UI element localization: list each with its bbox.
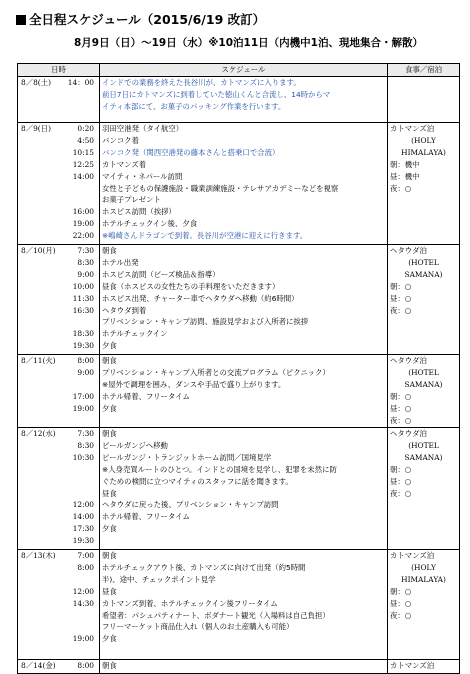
time-entry: 17:00: [72, 391, 94, 401]
time-entry: [20, 379, 97, 391]
time-entry: 12:00: [72, 500, 94, 510]
schedule-line: 夕食: [102, 634, 117, 644]
day-datetime-cell: [18, 77, 100, 123]
schedule-line: ホテル帰着、フリータイム: [102, 512, 190, 522]
day-date: 8／11(火): [21, 356, 56, 365]
time-entry: 11:30: [72, 293, 94, 303]
day-row: [18, 77, 460, 123]
schedule-line: バンコク発（関西空港発の藤本さんと搭乗口で合流）: [102, 147, 280, 157]
meal-line: 昼：○: [390, 598, 412, 608]
day-date: 8／9(日): [21, 124, 51, 133]
schedule-line: ヘタウダに戻った後、プリベンション・キャンプ訪問: [102, 500, 279, 510]
day-schedule-cell: [100, 245, 388, 355]
day-date: 8／14(金): [21, 661, 56, 670]
schedule-line: ホテルチェックアウト後、カトマンズに向けて出発（約5時間: [102, 562, 306, 572]
hotel-name: SAMANA): [404, 452, 443, 462]
time-entry: 14:00: [72, 171, 94, 181]
day-schedule-cell: [100, 660, 388, 674]
time-entry: 4:50: [77, 135, 94, 145]
time-entry: 8:00: [77, 356, 94, 365]
hotel-name: (HOTEL: [408, 367, 439, 377]
time-entry: 17:30: [72, 524, 94, 534]
meal-line: 朝：○: [390, 464, 412, 474]
time-entry: 0:20: [77, 124, 94, 133]
schedule-line: ホテルチェックイン後、夕食: [102, 219, 198, 229]
hotel-name: HIMALAYA): [401, 147, 446, 157]
day-row: [18, 550, 460, 660]
day-datetime-cell: [18, 660, 100, 674]
time-entry: [20, 464, 97, 476]
schedule-line: イティ本部にて、お菓子のパッキング作業を行います。: [102, 101, 286, 111]
schedule-table: [17, 63, 460, 674]
schedule-line: フリーマーケット商品仕入れ（個人のお土産購入も可能）: [102, 622, 294, 632]
schedule-line: ヘタウダ到着: [102, 305, 147, 315]
time-entry: 19:00: [72, 403, 94, 413]
time-entry: 10:30: [72, 452, 94, 462]
time-entry: 18:30: [72, 329, 94, 339]
time-entry: 14：00: [67, 78, 94, 87]
schedule-line: ぐための検問に立つマイティのスタッフに話を聞きます。: [102, 476, 293, 486]
schedule-line: ホスピス訪問（挨拶）: [102, 207, 176, 217]
schedule-line: プリベンション・キャンプ入所者との交流プログラム（ピクニック）: [102, 367, 330, 377]
schedule-line: プリベンション・キャンプ訪問、施設見学および入所者に挨拶: [102, 317, 309, 327]
time-entry: 12:25: [72, 159, 94, 169]
time-entry: 7:30: [77, 429, 94, 438]
time-entry: 19:00: [72, 634, 94, 644]
meal-line: 夜：○: [390, 415, 412, 425]
day-meals-cell: [388, 660, 460, 674]
time-entry: [20, 183, 97, 195]
day-row: [18, 428, 460, 550]
hotel-name: SAMANA): [404, 269, 443, 279]
schedule-line: 朝食: [102, 429, 117, 438]
schedule-line: 昼食: [102, 586, 117, 596]
header-schedule: スケジュール: [100, 64, 388, 77]
lodging-place: カトマンズ泊: [390, 124, 435, 133]
time-entry: 19:30: [72, 536, 94, 546]
day-meals-cell: [388, 550, 460, 660]
day-schedule-cell: [100, 428, 388, 550]
time-entry: 10:00: [72, 281, 94, 291]
hotel-name: (HOTEL: [408, 257, 439, 267]
hotel-name: (HOLY: [411, 562, 436, 572]
meal-line: 朝：○: [390, 281, 412, 291]
document-subtitle: 8月9日（日）～19日（水）※10泊11日（内機中1泊、現地集合・解散）: [74, 37, 423, 49]
schedule-line: 女性と子どもの保護施設・職業訓練施設・テレサアカデミーなどを視察: [102, 183, 339, 193]
time-entry: 9:00: [77, 269, 94, 279]
time-entry: 16:00: [72, 207, 94, 217]
header-datetime: 日時: [18, 64, 100, 77]
day-datetime-cell: [18, 245, 100, 355]
schedule-line: 昼食: [102, 488, 117, 498]
day-row: [18, 245, 460, 355]
time-entry: 8:30: [77, 440, 94, 450]
meal-line: 昼：○: [390, 476, 412, 486]
hotel-name: SAMANA): [404, 379, 443, 389]
day-date: 8／8(土): [21, 78, 51, 87]
schedule-line: バンコク着: [102, 135, 139, 145]
meal-line: 夜：○: [390, 305, 412, 315]
time-entry: 19:30: [72, 341, 94, 351]
schedule-line: 夕食: [102, 524, 117, 534]
schedule-line: お菓子プレゼント: [102, 195, 161, 205]
day-datetime-cell: [18, 123, 100, 245]
schedule-line: 羽田空港発（タイ航空）: [102, 124, 184, 133]
day-schedule-cell: [100, 550, 388, 660]
meal-line: 朝：○: [390, 391, 412, 401]
document-title: [16, 10, 265, 28]
time-entry: 10:15: [72, 147, 94, 157]
meal-line: 昼：○: [390, 403, 412, 413]
lodging-place: カトマンズ泊: [390, 551, 435, 560]
time-entry: 14:30: [72, 598, 94, 608]
time-entry: 8:30: [77, 257, 94, 267]
time-entry: [20, 488, 97, 500]
schedule-line: 夕食: [102, 341, 117, 351]
day-datetime-cell: [18, 428, 100, 550]
time-entry: 22:00: [72, 231, 94, 241]
lodging-place: ヘタウダ泊: [390, 356, 427, 365]
day-date: 8／10(月): [21, 246, 56, 255]
time-entry: [20, 194, 97, 206]
schedule-line: ホスピス出発、チャーター車でヘタウダへ移動（約6時間）: [102, 293, 299, 303]
time-entry: 16:30: [72, 305, 94, 315]
schedule-line: 半)、途中、チェックポイント見学: [102, 574, 216, 584]
day-date: 8／13(木): [21, 551, 56, 560]
day-meals-cell: [388, 355, 460, 428]
time-entry: 14:00: [72, 512, 94, 522]
schedule-line: ビールガンジへ移動: [102, 440, 168, 450]
day-meals-cell: [388, 245, 460, 355]
time-entry: [20, 101, 97, 113]
schedule-line: ※屋外で調理を囲み、ダンスや手品で盛り上がります。: [102, 379, 286, 389]
time-entry: [20, 476, 97, 488]
schedule-line: 朝食: [102, 551, 117, 560]
schedule-line: ビールガンジ・トランジットホーム訪問／国境見学: [102, 452, 272, 462]
schedule-line: カトマンズ着: [102, 159, 147, 169]
day-schedule-cell: [100, 123, 388, 245]
meal-line: 夜：○: [390, 488, 412, 498]
day-schedule-cell: [100, 77, 388, 123]
meal-line: 夜：○: [390, 610, 412, 620]
meal-line: 夜：○: [390, 183, 412, 193]
schedule-line: ホスピス訪問（ビーズ検品＆指導）: [102, 269, 220, 279]
time-entry: 8:00: [77, 562, 94, 572]
meal-line: 昼：機中: [390, 171, 420, 181]
schedule-line: 希望者：パシュパティナート、ボダナート観光（入場料は自己負担）: [102, 610, 330, 620]
time-entry: [20, 89, 97, 101]
schedule-line: 前日7日にカトマンズに到着していた徳山くんと合流し、14時からマ: [102, 89, 331, 99]
schedule-line: 朝食: [102, 246, 117, 255]
lodging-place: ヘタウダ泊: [390, 429, 427, 438]
schedule-line: ※嶋崎さんドラゴンで到着。長谷川が空港に迎えに行きます。: [102, 231, 308, 241]
day-row: [18, 660, 460, 674]
time-entry: [20, 610, 97, 622]
meal-line: 朝：○: [390, 586, 412, 596]
schedule-line: ホテル帰着、フリータイム: [102, 391, 190, 401]
schedule-body: [18, 77, 460, 674]
hotel-name: HIMALAYA): [401, 574, 446, 584]
meal-line: 朝：機中: [390, 159, 420, 169]
day-datetime-cell: [18, 550, 100, 660]
schedule-line: 朝食: [102, 356, 117, 365]
schedule-line: インドでの業務を終えた長谷川が、カトマンズに入ります。: [102, 78, 301, 87]
square-bullet-icon: [16, 15, 26, 25]
document-title-text: 全日程スケジュール（2015/6/19 改訂）: [29, 12, 266, 27]
time-entry: [20, 574, 97, 586]
schedule-line: 朝食: [102, 661, 117, 670]
schedule-line: 昼食（ホスピスの女性たちの手料理をいただきます）: [102, 281, 280, 291]
day-schedule-cell: [100, 355, 388, 428]
schedule-line: ※人身売買ルートのひとつ。インドとの国境を見学し、犯罪を未然に防: [102, 464, 337, 474]
table-header-row: [18, 64, 460, 77]
meal-line: 昼：○: [390, 293, 412, 303]
day-row: [18, 355, 460, 428]
lodging-place: カトマンズ泊: [390, 661, 435, 670]
day-row: [18, 123, 460, 245]
day-date: 8／12(水): [21, 429, 56, 438]
day-meals-cell: [388, 77, 460, 123]
time-entry: [20, 316, 97, 328]
hotel-name: (HOTEL: [408, 440, 439, 450]
hotel-name: (HOLY: [411, 135, 436, 145]
time-entry: 9:00: [77, 367, 94, 377]
time-entry: 7:30: [77, 246, 94, 255]
time-entry: 8:00: [77, 661, 94, 670]
schedule-line: カトマンズ到着、ホテルチェックイン後フリータイム: [102, 598, 278, 608]
lodging-place: ヘタウダ泊: [390, 246, 427, 255]
schedule-line: マイティ・ネパール訪問: [102, 171, 183, 181]
time-entry: 7:00: [77, 551, 94, 560]
schedule-line: ホテル出発: [102, 257, 139, 267]
schedule-line: 夕食: [102, 403, 117, 413]
header-meals-lodging: 食事／宿泊: [388, 64, 460, 77]
time-entry: 12:00: [72, 586, 94, 596]
day-datetime-cell: [18, 355, 100, 428]
time-entry: 19:00: [72, 219, 94, 229]
day-meals-cell: [388, 123, 460, 245]
day-meals-cell: [388, 428, 460, 550]
schedule-line: ホテルチェックイン: [102, 329, 168, 339]
time-entry: [20, 621, 97, 633]
